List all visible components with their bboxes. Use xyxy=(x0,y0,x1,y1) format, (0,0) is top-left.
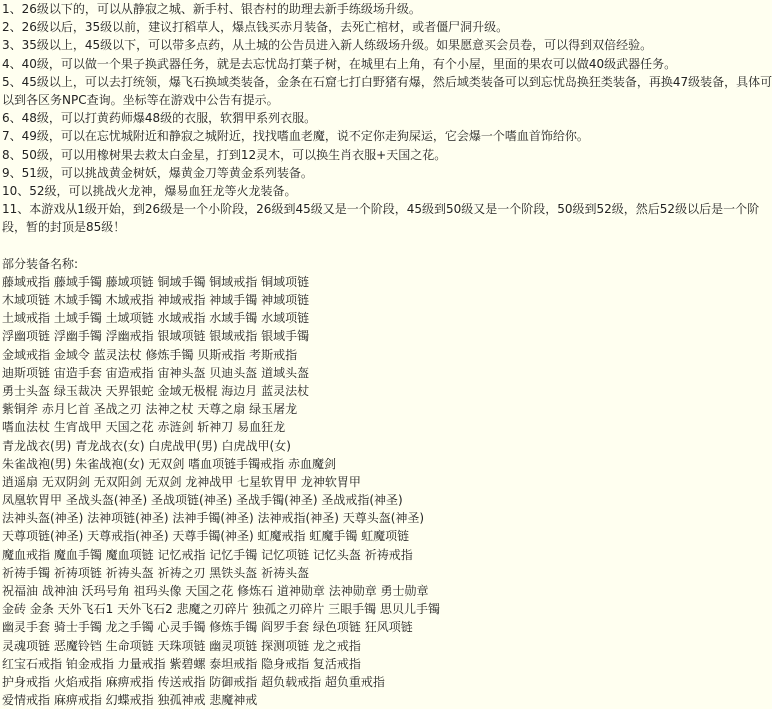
guide-line-3: 3、35级以上，45级以下，可以带多点药，从土城的公告员进入新人练级场升级。如果愿意买会员卷，可以得到双倍经验。 xyxy=(2,38,653,53)
guide-line-6: 6、48级，可以打黄药师爆48级的衣服，软猬甲系列衣服。 xyxy=(2,111,317,126)
equipment-line: 朱雀战袍(男) 朱雀战袍(女) 无双剑 嗜血项链手镯戒指 赤血魔剑 xyxy=(2,456,336,471)
leveling-guide xyxy=(2,0,772,236)
guide-line-5: 5、45级以上，可以去打统领，爆飞石换域类装备，金条在石窟七打白野猪有爆，然后域类装备可以到忘忧岛换狂类装备，再换47级装备，具体可 xyxy=(2,74,772,89)
equipment-line: 青龙战衣(男) 青龙战衣(女) 白虎战甲(男) 白虎战甲(女) xyxy=(2,438,291,453)
equipment-line: 藤域戒指 藤域手镯 藤域项链 铜域手镯 铜域戒指 铜域项链 xyxy=(2,274,310,289)
guide-line-7: 7、49级，可以在忘忧城附近和静寂之城附近，找找嗜血老魔，说不定你走狗屎运，它会爆一个嗜血首饰给你。 xyxy=(2,129,589,144)
equipment-line: 幽灵手套 骑士手镯 龙之手镯 心灵手镯 修炼手镯 阎罗手套 绿色项链 狂风项链 xyxy=(2,620,413,635)
guide-line-1: 1、26级以下的，可以从静寂之城、新手村、银杏村的助理去新手练级场升级。 xyxy=(2,2,421,16)
equipment-list xyxy=(2,273,772,709)
blank-line xyxy=(2,236,772,254)
guide-line-4: 4、40级，可以做一个果子换武器任务，就是去忘忧岛打葉子树，在城里右上角，有个小屋，里面的果农可以做40级武器任务。 xyxy=(2,56,677,71)
equipment-line: 逍遥扇 无双阴剑 无双阳剑 无双剑 龙神战甲 七星软胃甲 龙神软胃甲 xyxy=(2,474,361,489)
equipment-line: 土域戒指 土域手镯 土域项链 水域戒指 水域手镯 水域项链 xyxy=(2,311,310,326)
equipment-line: 爱情戒指 麻痹戒指 幻蝶戒指 独孤神戒 悲魔神戒 xyxy=(2,693,258,708)
equipment-line: 护身戒指 火焰戒指 麻痹戒指 传送戒指 防御戒指 超负载戒指 超负重戒指 xyxy=(2,674,385,689)
equipment-line: 祈祷手镯 祈祷项链 祈祷头盔 祈祷之刃 黑铁头盔 祈祷头盔 xyxy=(2,565,310,580)
equipment-line: 木域项链 木域手镯 木域戒指 神域戒指 神域手镯 神域项链 xyxy=(2,293,310,307)
equipment-header: 部分装备名称: xyxy=(2,256,79,271)
equipment-line: 魔血戒指 魔血手镯 魔血项链 记忆戒指 记忆手镯 记忆项链 记忆头盔 祈祷戒指 xyxy=(2,547,413,562)
equipment-line: 金域戒指 金域令 蓝灵法杖 修炼手镯 贝斯戒指 考斯戒指 xyxy=(2,347,298,362)
equipment-line: 勇士头盔 绿玉裁决 天界银蛇 金域无极棍 海边月 蓝灵法杖 xyxy=(2,383,310,398)
guide-line-5-cont: 以到各区务NPC查询。坐标等在游戏中公告有提示。 xyxy=(2,92,279,107)
equipment-line: 迪斯项链 宙造手套 宙造戒指 宙神头盔 贝迪头盔 道域头盔 xyxy=(2,365,310,380)
equipment-line: 天尊项链(神圣) 天尊戒指(神圣) 天尊手镯(神圣) 虹魔戒指 虹魔手镯 虹魔项链 xyxy=(2,529,410,544)
guide-line-11: 11、本游戏从1级开始，到26级是一个小阶段，26级到45级又是一个阶段，45级到50级又是一个阶段，50级到52级，然后52级以后是一个阶 xyxy=(2,202,760,217)
equipment-line: 法神头盔(神圣) 法神项链(神圣) 法神手镯(神圣) 法神戒指(神圣) 天尊头盔(神圣) xyxy=(2,511,425,526)
equipment-line: 紫铜斧 赤月匕首 圣战之刃 法神之杖 天尊之扇 绿玉屠龙 xyxy=(2,402,298,417)
equipment-line: 金砖 金条 天外飞石1 天外飞石2 悲魔之刃碎片 独孤之刃碎片 三眼手镯 思贝儿手镯 xyxy=(2,602,440,617)
guide-line-9: 9、51级，可以挑战黄金树妖，爆黄金刀等黄金系列装备。 xyxy=(2,165,313,180)
equipment-line: 嗜血法杖 生宵战甲 天国之花 赤涟剑 斩神刀 易血狂龙 xyxy=(2,420,286,435)
guide-line-11-cont: 段，暂的封顶是85级！ xyxy=(2,220,126,235)
guide-line-8: 8、50级，可以用橡树果去救太白金星，打到12灵木，可以换生肖衣服+天国之花。 xyxy=(2,147,447,162)
equipment-line: 浮幽项链 浮幽手镯 浮幽戒指 银域项链 银域戒指 银域手镯 xyxy=(2,329,310,344)
guide-line-10: 10、52级，可以挑战火龙神，爆易血狂龙等火龙装备。 xyxy=(2,183,297,198)
equipment-line: 祝福油 战神油 沃玛号角 祖玛头像 天国之花 修炼石 道神勋章 法神勋章 勇士勋章 xyxy=(2,584,429,598)
guide-line-2: 2、26级以后，35级以前，建议打稻草人，爆点钱买赤月装备，去死亡棺材，或者僵尸洞升级。 xyxy=(2,20,509,35)
equipment-line: 灵魂项链 恶魔铃铛 生命项链 天珠项链 幽灵项链 探测项链 龙之戒指 xyxy=(2,638,361,653)
equipment-line: 红宝石戒指 铂金戒指 力量戒指 紫碧螺 泰坦戒指 隐身戒指 复活戒指 xyxy=(2,656,361,671)
equipment-line: 凤凰软胃甲 圣战头盔(神圣) 圣战项链(神圣) 圣战手镯(神圣) 圣战戒指(神圣) xyxy=(2,493,403,508)
